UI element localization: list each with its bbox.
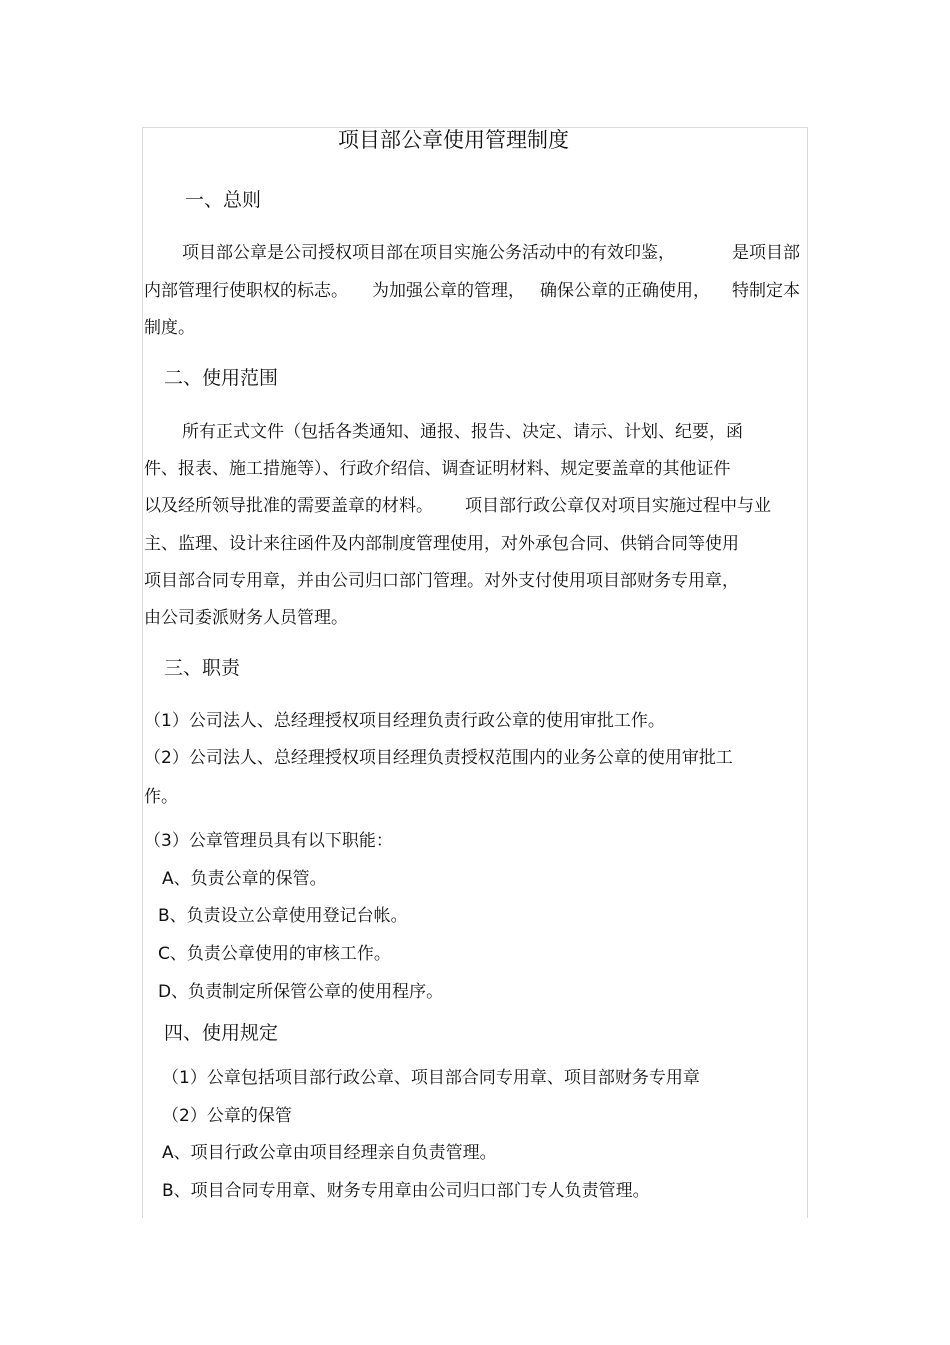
paragraph-line: 以及经所领导批准的需要盖章的材料。 — [144, 496, 433, 516]
list-item: （1）公章包括项目部行政公章、项目部合同专用章、项目部财务专用章 — [162, 1068, 700, 1088]
paragraph-line: 特制定本 — [732, 281, 800, 301]
paragraph-line: 件、报表、施工措施等）、行政介绍信、调查证明材料、规定要盖章的其他证件 — [144, 459, 731, 479]
section-heading-rules: 四、使用规定 — [164, 1022, 279, 1044]
paragraph-line: 确保公章的正确使用， — [540, 281, 710, 301]
paragraph-line: 由公司委派财务人员管理。 — [144, 608, 348, 628]
section-heading-general: 一、总则 — [185, 189, 262, 211]
paragraph-line: 是项目部 — [732, 243, 800, 263]
paragraph-line: 项目部公章是公司授权项目部在项目实施公务活动中的有效印鉴， — [182, 243, 675, 263]
section-heading-duties: 三、职责 — [164, 657, 241, 679]
document-title: 项目部公章使用管理制度 — [338, 128, 569, 152]
paragraph-line: 主、监理、设计来往函件及内部制度管理使用，对外承包合同、供销合同等使用 — [144, 534, 739, 554]
list-item: （2）公司法人、总经理授权项目经理负责授权范围内的业务公章的使用审批工 — [144, 748, 733, 768]
paragraph-line: 项目部合同专用章，并由公司归口部门管理。对外支付使用项目部财务专用章， — [144, 571, 739, 591]
list-item: （3）公章管理员具有以下职能： — [144, 831, 393, 851]
paragraph-line: 所有正式文件（包括各类通知、通报、报告、决定、请示、计划、纪要，函 — [182, 422, 743, 442]
list-item: A、项目行政公章由项目经理亲自负责管理。 — [162, 1143, 497, 1163]
list-item: （1）公司法人、总经理授权项目经理负责行政公章的使用审批工作。 — [144, 711, 665, 731]
paragraph-line: 内部管理行使职权的标志。 — [144, 281, 348, 301]
paragraph-line: 项目部行政公章仅对项目实施过程中与业 — [465, 496, 771, 516]
paragraph-line: 为加强公章的管理， — [372, 281, 525, 301]
list-item: C、负责公章使用的审核工作。 — [158, 944, 391, 964]
list-item: B、项目合同专用章、财务专用章由公司归口部门专人负责管理。 — [162, 1181, 650, 1201]
list-item: （2）公章的保管 — [162, 1106, 292, 1126]
section-heading-scope: 二、使用范围 — [164, 367, 279, 389]
list-item: B、负责设立公章使用登记台帐。 — [158, 906, 408, 926]
list-item: D、负责制定所保管公章的使用程序。 — [158, 982, 444, 1002]
paragraph-line: 制度。 — [144, 318, 195, 338]
list-item: A、负责公章的保管。 — [162, 869, 327, 889]
list-item: 作。 — [144, 787, 178, 807]
